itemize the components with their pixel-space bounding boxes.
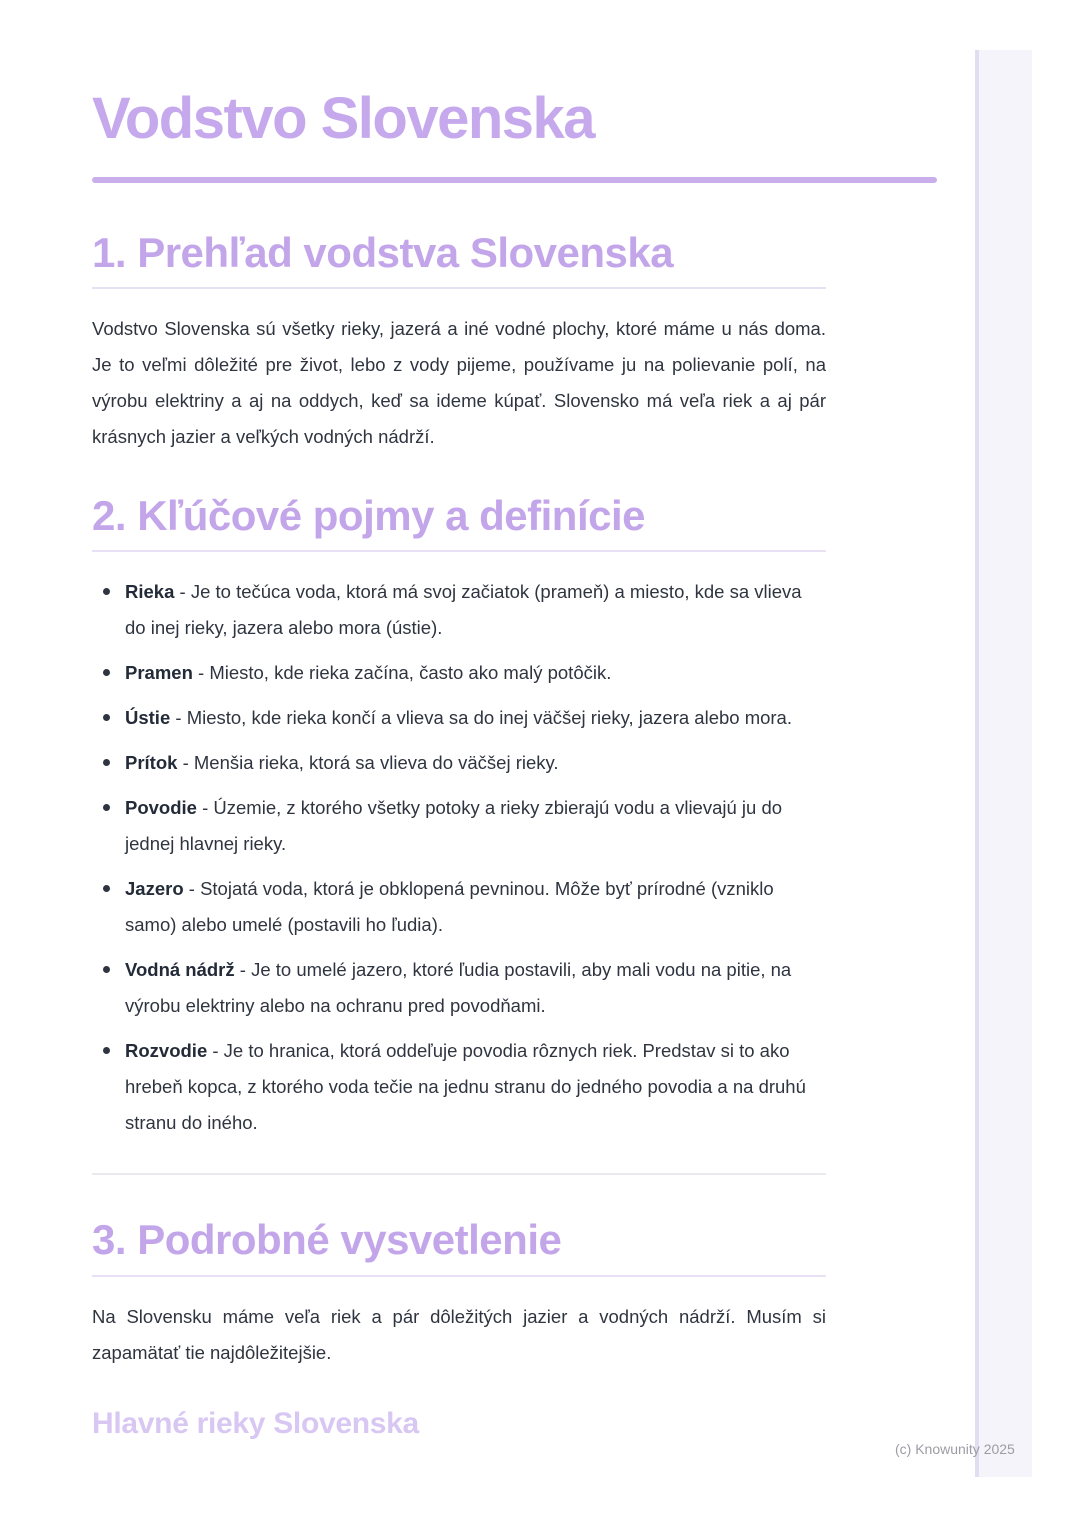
term-label: Vodná nádrž (125, 959, 235, 981)
list-item-rieka (92, 574, 826, 646)
bullet-icon (103, 966, 110, 973)
bullet-icon (103, 1047, 110, 1054)
term-label: Ústie (125, 707, 171, 729)
term-label: Rieka (125, 581, 175, 603)
term-definition: - Je to hranica, ktorá oddeľuje povodia rôznych riek. Predstav si to ako hrebeň kopca, z ktorého voda tečie na jednu stranu do jedného povodia a na druhú stranu do iného. (125, 1040, 806, 1134)
document-content (92, 0, 937, 1440)
list-item-jazero (92, 871, 826, 943)
term-definition: - Územie, z ktorého všetky potoky a rieky zbierajú vodu a vlievajú ju do jednej hlavnej rieky. (125, 797, 783, 855)
term-label: Rozvodie (125, 1040, 208, 1062)
list-item-pramen (92, 655, 826, 691)
term-label: Povodie (125, 797, 197, 819)
copyright-footer: (c) Knowunity 2025 (895, 1441, 1015, 1457)
term-definition: - Miesto, kde rieka končí a vlieva sa do inej väčšej rieky, jazera alebo mora. (170, 707, 792, 729)
term-definition: - Menšia rieka, ktorá sa vlieva do väčšej rieky. (177, 752, 559, 774)
list-item-vodna-nadrz (92, 952, 826, 1024)
page-side-strip (975, 50, 1032, 1477)
list-item-rozvodie (92, 1033, 826, 1141)
section-3-heading: 3. Podrobné vysvetlenie (92, 1216, 562, 1264)
term-definition: - Je to tečúca voda, ktorá má svoj začiatok (prameň) a miesto, kde sa vlieva do inej rieky, jazera alebo mora (ústie). (125, 581, 802, 639)
term-definition: - Je to umelé jazero, ktoré ľudia postavili, aby mali vodu na pitie, na výrobu elektriny alebo na ochranu pred povodňami. (125, 959, 792, 1017)
document-title: Vodstvo Slovenska (92, 86, 595, 151)
section-1-rule (92, 287, 826, 289)
bullet-icon (103, 759, 110, 766)
term-definition: - Miesto, kde rieka začína, často ako malý potôčik. (192, 662, 612, 684)
section-3-rule (92, 1275, 826, 1277)
section-1-heading: 1. Prehľad vodstva Slovenska (92, 229, 674, 276)
term-label: Jazero (125, 878, 184, 900)
list-item-pritok (92, 745, 826, 781)
subsection-heading-rivers: Hlavné rieky Slovenska (92, 1406, 419, 1440)
bullet-icon (103, 804, 110, 811)
term-label: Pramen (125, 662, 193, 684)
bullet-icon (103, 669, 110, 676)
list-item-povodie (92, 790, 826, 862)
section-divider (92, 1173, 826, 1175)
bullet-icon (103, 588, 110, 595)
section-1-paragraph: Vodstvo Slovenska sú všetky rieky, jazerá a iné vodné plochy, ktoré máme u nás doma. Je to veľmi dôležité pre život, lebo z vody pijeme, používame ju na polievanie polí, na výrobu elektriny a aj na oddych, keď sa ideme kúpať. Slovensko má veľa riek a aj pár krásnych jazier a veľkých vodných nádrží. (92, 318, 826, 448)
term-definition: - Stojatá voda, ktorá je obklopená pevninou. Môže byť prírodné (vzniklo samo) alebo umelé (postavili ho ľudia). (125, 878, 774, 936)
section-2-heading: 2. Kľúčové pojmy a definície (92, 492, 646, 540)
title-rule (92, 177, 937, 183)
bullet-icon (103, 885, 110, 892)
term-label: Prítok (125, 752, 178, 774)
section-3-paragraph: Na Slovensku máme veľa riek a pár dôležitých jazier a vodných nádrží. Musím si zapamätať tie najdôležitejšie. (92, 1305, 826, 1363)
definitions-list (92, 574, 826, 1141)
list-item-ustie (92, 700, 826, 736)
bullet-icon (103, 714, 110, 721)
section-2-rule (92, 550, 826, 552)
